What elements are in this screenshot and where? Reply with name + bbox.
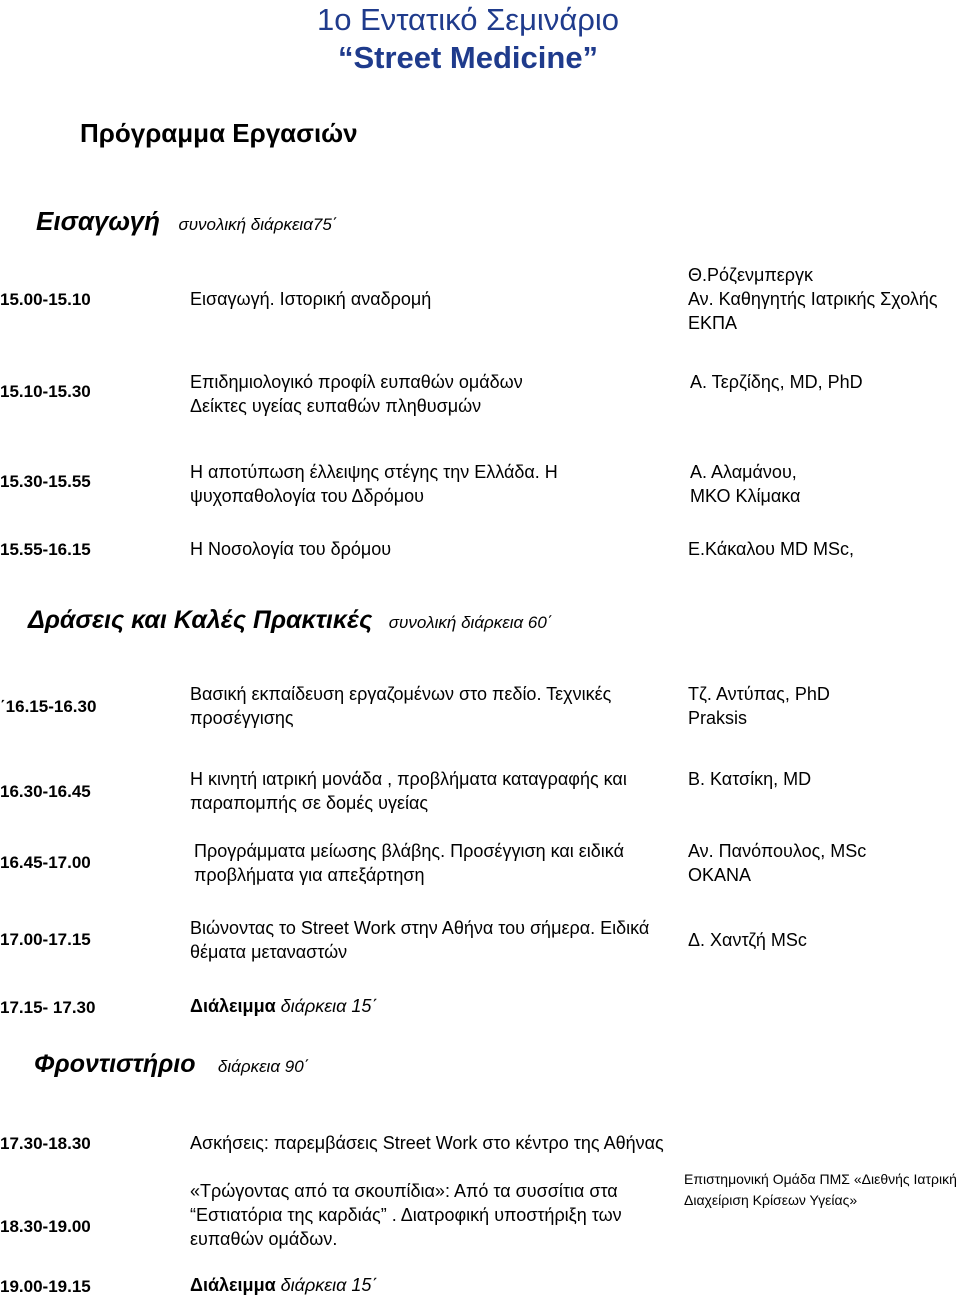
session-time: 15.10-15.30: [0, 382, 91, 401]
session-time: 17.00-17.15: [0, 930, 91, 949]
section-duration: συνολική διάρκεια75΄: [178, 215, 338, 234]
session-speaker: [688, 767, 811, 791]
speaker-line: ΟΚΑΝΑ: [688, 865, 752, 885]
session-topic: [194, 839, 624, 887]
session-topic: [190, 370, 523, 418]
session-time: 15.00-15.10: [0, 290, 91, 309]
seminar-subtitle: “Street Medicine”: [337, 40, 599, 75]
section-heading-practices: [28, 606, 552, 635]
section-title: Δράσεις και Καλές Πρακτικές: [28, 606, 373, 634]
section-heading-tutorial: [34, 1050, 309, 1079]
topic-line: ευπαθών ομάδων.: [190, 1229, 338, 1249]
break-duration: διάρκεια 15΄: [280, 996, 378, 1016]
break-row: [190, 996, 377, 1017]
session-time: 15.30-15.55: [0, 472, 91, 491]
speaker-line: Θ.Ρόζενμπεργκ: [688, 265, 814, 285]
program-title: Πρόγραμμα Εργασιών: [80, 118, 358, 148]
session-topic: [190, 537, 391, 561]
speaker-line: Δ. Χαντζή MSc: [688, 930, 807, 950]
topic-line: Βιώνοντας το Street Work στην Αθήνα του σήμερα. Ειδικά: [190, 918, 650, 938]
speaker-line: Β. Κατσίκη, MD: [688, 769, 812, 789]
speaker-line: Τζ. Αντύπας, PhD: [688, 684, 830, 704]
session-time: 15.55-16.15: [0, 540, 91, 559]
topic-line: Ασκήσεις: παρεμβάσεις Street Work στο κέντρο της Αθήνας: [190, 1133, 664, 1153]
break-label: Διάλειμμα: [190, 1275, 276, 1295]
session-topic: [190, 1131, 664, 1155]
session-speaker: [684, 1169, 957, 1211]
topic-line: Η κινητή ιατρική μονάδα , προβλήματα καταγραφής και: [190, 769, 627, 789]
topic-line: Εισαγωγή. Ιστορική αναδρομή: [190, 289, 432, 309]
session-topic: [190, 916, 649, 964]
session-topic: [190, 287, 431, 311]
speaker-line: ΕΚΠΑ: [688, 313, 738, 333]
session-speaker: [688, 928, 807, 952]
session-speaker: [688, 263, 938, 335]
section-heading-intro: [36, 206, 337, 237]
topic-line: Επιδημιολογικό προφίλ ευπαθών ομάδων: [190, 372, 523, 392]
topic-line: προσέγγισης: [190, 708, 294, 728]
session-speaker: [690, 460, 800, 508]
section-duration: διάρκεια 90΄: [217, 1057, 310, 1076]
speaker-line: Α. Τερζίδης, MD, PhD: [690, 372, 863, 392]
break-label: Διάλειμμα: [190, 996, 276, 1016]
speaker-line: Praksis: [688, 708, 748, 728]
section-duration: συνολική διάρκεια 60΄: [388, 613, 553, 632]
session-topic: [190, 767, 627, 815]
topic-line: «Τρώγοντας από τα σκουπίδια»: Από τα συσσίτια στα: [190, 1181, 618, 1201]
topic-line: Η Νοσολογία του δρόμου: [190, 539, 392, 559]
session-topic: [190, 1179, 622, 1251]
section-title: Εισαγωγή: [36, 206, 160, 236]
break-row: [190, 1275, 377, 1296]
topic-line: θέματα μεταναστών: [190, 942, 348, 962]
topic-line: προβλήματα για απεξάρτηση: [194, 865, 425, 885]
session-speaker: [688, 682, 830, 730]
topic-line: Δείκτες υγείας ευπαθών πληθυσμών: [190, 396, 482, 416]
speaker-line: Διαχείριση Κρίσεων Υγείας»: [684, 1192, 858, 1208]
topic-line: Βασική εκπαίδευση εργαζομένων στο πεδίο. Τεχνικές: [190, 684, 612, 704]
speaker-line: Α. Αλαμάνου,: [690, 462, 797, 482]
session-time: 16.45-17.00: [0, 853, 91, 872]
break-duration: διάρκεια 15΄: [280, 1275, 378, 1295]
session-time: 18.30-19.00: [0, 1217, 91, 1236]
topic-line: παραπομπής σε δομές υγείας: [190, 793, 429, 813]
session-topic: [190, 682, 611, 730]
topic-line: Προγράμματα μείωσης βλάβης. Προσέγγιση και ειδικά: [194, 841, 624, 861]
break-time: 19.00-19.15: [0, 1277, 91, 1296]
topic-line: ψυχοπαθολογία του Δδρόμου: [190, 486, 425, 506]
speaker-line: Αν. Πανόπουλος, MSc: [688, 841, 867, 861]
topic-line: Η αποτύπωση έλλειψης στέγης την Ελλάδα. Η: [190, 462, 558, 482]
section-title: Φροντιστήριο: [34, 1050, 196, 1078]
session-time: 17.30-18.30: [0, 1134, 91, 1153]
speaker-line: Επιστημονική Ομάδα ΠΜΣ «Διεθνής Ιατρική: [684, 1171, 957, 1187]
seminar-title: 1ο Εντατικό Σεμινάριο: [316, 2, 620, 37]
session-speaker: [688, 839, 866, 887]
break-time: 17.15- 17.30: [0, 998, 96, 1017]
session-time: 16.30-16.45: [0, 782, 91, 801]
session-speaker: [690, 370, 863, 394]
session-speaker: [688, 537, 854, 561]
speaker-line: Ε.Κάκαλου MD MSc,: [688, 539, 854, 559]
topic-line: “Εστιατόρια της καρδιάς” . Διατροφική υποστήριξη των: [190, 1205, 622, 1225]
session-topic: [190, 460, 558, 508]
speaker-line: ΜΚΟ Κλίμακα: [690, 486, 801, 506]
speaker-line: Αν. Καθηγητής Ιατρικής Σχολής: [688, 289, 938, 309]
session-time: ΄16.15-16.30: [0, 697, 97, 716]
